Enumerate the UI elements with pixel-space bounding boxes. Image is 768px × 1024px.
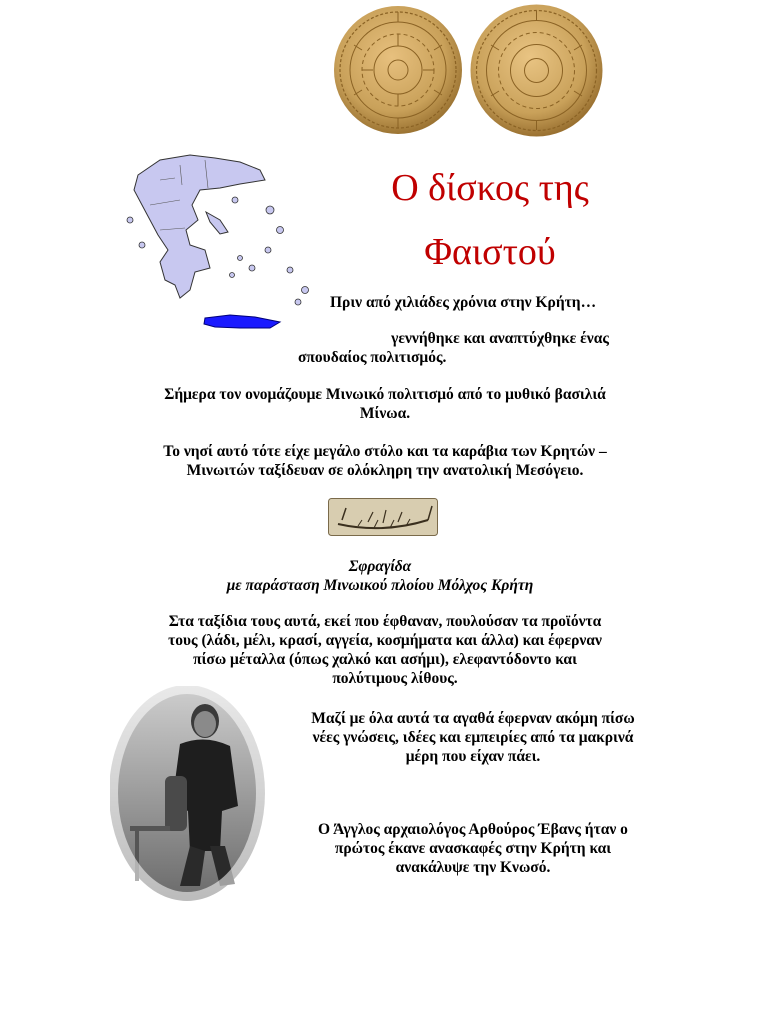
minoan-ship-seal-image <box>328 498 438 536</box>
seal-caption <box>160 557 600 595</box>
seal-caption-line-2: με παράσταση Μινωικού πλοίου Μόλχος Κρήτη <box>226 577 534 594</box>
arthur-evans-photo <box>110 686 265 901</box>
paragraph-evans-line-1: Ο Άγγλος αρχαιολόγος Αρθούρος Έβανς ήταν ο <box>318 821 628 838</box>
paragraph-intro <box>330 293 690 312</box>
paragraph-civilization <box>290 329 650 367</box>
paragraph-intro-text: Πριν από χιλιάδες χρόνια στην Κρήτη… <box>330 294 597 311</box>
paragraph-trade-line-3: πίσω μέταλλα (όπως χαλκό και ασήμι), ελεφαντόδοντο και <box>193 651 577 668</box>
paragraph-trade-line-1: Στα ταξίδια τους αυτά, εκεί που έφθαναν, πουλούσαν τα προϊόντα <box>168 613 602 630</box>
title-line-1: Ο δίσκος της <box>391 167 589 209</box>
title-line-2: Φαιστού <box>424 231 556 273</box>
paragraph-minoan-line-2: Μίνωα. <box>359 405 411 422</box>
paragraph-minoan <box>110 385 660 423</box>
paragraph-trade <box>120 612 650 688</box>
phaistos-disc-right-image <box>469 3 604 138</box>
page-title <box>330 160 650 280</box>
paragraph-knowledge-line-3: μέρη που είχαν πάει. <box>405 748 541 765</box>
paragraph-trade-line-4: πολύτιμους λίθους. <box>332 670 458 687</box>
paragraph-knowledge-line-1: Μαζί με όλα αυτά τα αγαθά έφερναν ακόμη πίσω <box>311 710 635 727</box>
paragraph-fleet-line-1: Το νησί αυτό τότε είχε μεγάλο στόλο και τα καράβια των Κρητών – <box>163 443 607 460</box>
paragraph-evans-line-2: πρώτος έκανε ανασκαφές στην Κρήτη και <box>334 840 612 857</box>
phaistos-disc-left-image <box>333 5 463 135</box>
greece-map-image <box>120 150 330 340</box>
paragraph-trade-line-2: τους (λάδι, μέλι, κρασί, αγγεία, κοσμήματα και άλλα) και έφερναν <box>168 632 602 649</box>
paragraph-civilization-line-1: γεννήθηκε και αναπτύχθηκε ένας <box>391 330 609 347</box>
paragraph-fleet-line-2: Μινωιτών ταξίδευαν σε ολόκληρη την ανατολική Μεσόγειο. <box>186 462 584 479</box>
paragraph-evans-line-3: ανακάλυψε την Κνωσό. <box>395 859 551 876</box>
paragraph-civilization-line-2: σπουδαίος πολιτισμός. <box>298 349 447 366</box>
paragraph-fleet <box>110 442 660 480</box>
paragraph-minoan-line-1: Σήμερα τον ονομάζουμε Μινωικό πολιτισμό από το μυθικό βασιλιά <box>164 386 606 403</box>
paragraph-knowledge-line-2: νέες γνώσεις, ιδέες και εμπειρίες από τα μακρινά <box>312 729 634 746</box>
paragraph-evans <box>268 820 678 877</box>
seal-caption-line-1: Σφραγίδα <box>348 558 412 575</box>
paragraph-knowledge <box>268 709 678 766</box>
